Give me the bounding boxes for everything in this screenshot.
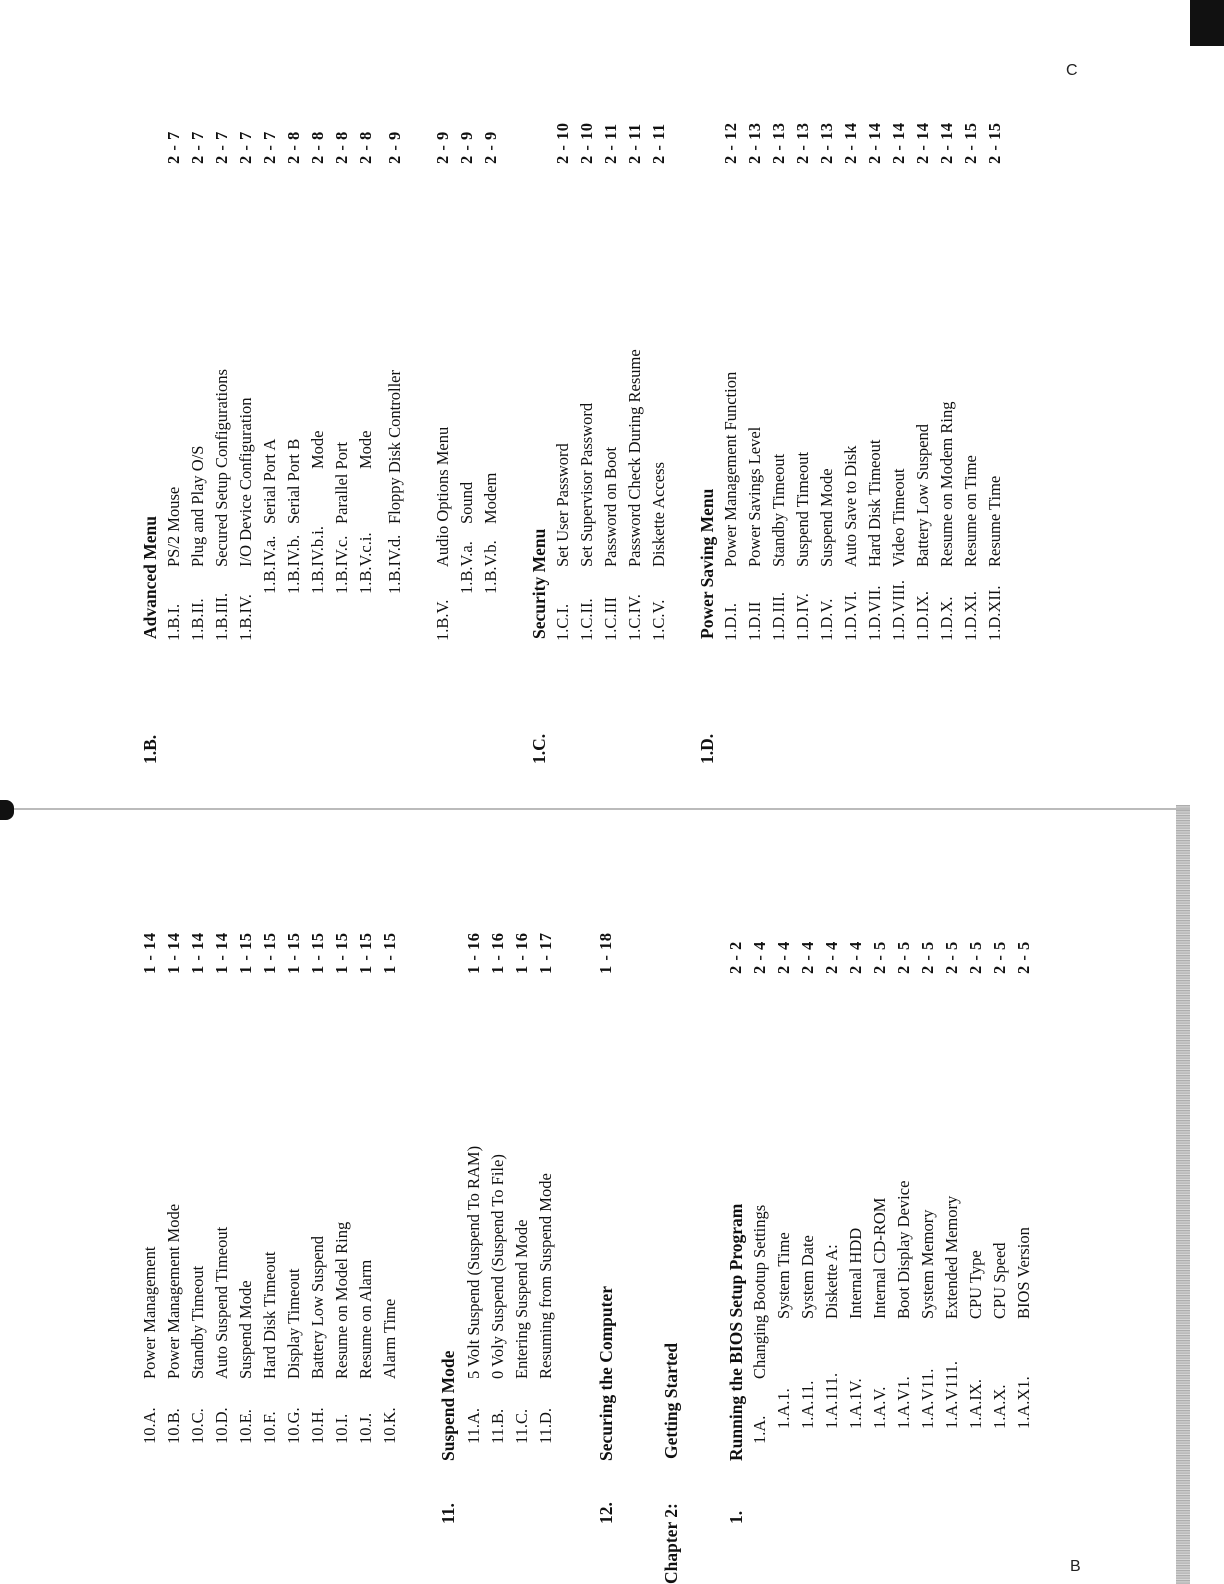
toc-entry-number: 12. [596,1502,616,1524]
toc-entry-page: 2 - 5 [917,941,937,974]
toc-entry-number: 1.B.III. [212,592,231,641]
toc-entry-number: Chapter 2: [660,1503,681,1584]
toc-entry-number: 1.B.V.a. [456,541,476,594]
toc-entry-label: Serial Port A [260,438,279,524]
toc-entry-label: Internal CD-ROM [869,1197,889,1319]
toc-entry-number: 1.A. [749,1415,769,1444]
toc-entry-page: 2 - 15 [984,122,1004,164]
toc-entry-label: Alarm Time [380,1298,399,1379]
toc-entry-label: Suspend Mode [816,468,836,567]
toc-entry-label: Mode [308,430,327,469]
toc-entry-page: 1 - 14 [188,932,207,974]
toc-entry-page: 2 - 13 [768,122,788,164]
toc-entry-label: Standby Timeout [768,453,788,567]
toc-entry-label: Power Management Function [720,371,740,567]
toc-entry-number: 1. [725,1510,746,1524]
toc-entry-label: Diskette A: [821,1244,841,1319]
toc-entry-number: 1.B.IV.b. [284,534,303,594]
toc-entry-label: Resume Time [984,475,1004,567]
toc-entry-label: Secured Setup Configurations [212,369,231,567]
toc-entry-number: 1.B.V. [432,599,452,641]
toc-entry-number: 1.A.V. [869,1386,889,1429]
toc-entry-number: 1.A.111. [821,1372,841,1429]
toc-entry-number: 1.C.V. [648,599,668,641]
toc-entry-page: 1 - 14 [140,932,159,974]
toc-entry-page: 2 - 9 [432,131,452,164]
toc-entry-number: 1.A.V111. [941,1361,961,1429]
toc-entry-page: 1 - 15 [356,932,375,974]
toc-entry-number: 11.D. [536,1407,555,1444]
toc-entry-label: Resuming from Suspend Mode [536,1173,555,1379]
toc-entry-label: Extended Memory [941,1195,961,1319]
toc-entry-number: 1.B.IV.c. [332,535,351,594]
toc-entry-number: 1.D.XI. [960,591,980,641]
toc-entry-label: Serial Port B [284,438,303,524]
toc-left-page [0,794,1224,1584]
toc-entry-page: 2 - 7 [212,131,231,164]
toc-entry-number: 1.B.IV.b.i. [308,526,327,594]
toc-entry-label: I/O Device Configuration [236,397,255,567]
toc-entry-page: 2 - 5 [941,941,961,974]
toc-entry-label: Password Check During Resume [624,349,644,567]
toc-entry-page: 2 - 4 [845,941,865,974]
toc-entry-number: 1.D.IV. [792,593,812,641]
toc-entry-page: 1 - 15 [308,932,327,974]
toc-entry-label: Battery Low Suspend [308,1236,327,1379]
toc-entry-label: Changing Bootup Settings [749,1204,769,1379]
toc-entry-label: Resume on Modem Ring [936,401,956,567]
toc-entry-label: Running the BIOS Setup Program [725,1203,746,1461]
toc-entry-page: 2 - 5 [893,941,913,974]
toc-entry-page: 2 - 7 [188,131,207,164]
toc-entry-number: 1.D.I. [720,602,740,641]
toc-entry-page: 2 - 10 [552,122,572,164]
toc-entry-label: Power Savings Level [744,426,764,567]
toc-entry-label: Hard Disk Timeout [260,1251,279,1379]
toc-entry-label: 0 Voly Suspend (Suspend To File) [488,1154,507,1379]
toc-entry-number: 1.B.IV. [236,594,255,641]
toc-entry-label: Resume on Alarm [356,1259,375,1379]
toc-entry-page: 2 - 14 [912,122,932,164]
toc-entry-number: 1.A.1V. [845,1378,865,1429]
toc-entry-page: 2 - 4 [797,941,817,974]
toc-entry-page: 2 - 8 [308,131,327,164]
toc-entry-page: 2 - 13 [816,122,836,164]
toc-entry-page: 2 - 9 [456,131,476,164]
toc-entry-number: 1.B.II. [188,598,207,641]
toc-entry-page: 1 - 16 [512,932,531,974]
toc-entry-page: 2 - 13 [792,122,812,164]
toc-entry-label: Modem [480,472,500,524]
toc-entry-number: 1.A.11. [797,1380,817,1429]
toc-entry-number: 1.D.VIII. [888,580,908,641]
toc-entry-page: 2 - 8 [356,131,375,164]
toc-entry-page: 2 - 2 [725,941,745,974]
toc-entry-label: Power Management Mode [164,1203,183,1379]
toc-entry-page: 2 - 8 [332,131,351,164]
toc-entry-number: 1.D.XII. [984,585,1004,641]
toc-entry-page: 2 - 4 [773,941,793,974]
toc-entry-label: Set Supervisor Password [576,402,596,567]
toc-entry-label: Standby Timeout [188,1265,207,1379]
toc-entry-number: 1.B.V.b. [480,540,500,594]
toc-entry-page: 2 - 7 [236,131,255,164]
toc-entry-number: 11.C. [512,1408,531,1444]
toc-entry-label: System Date [797,1235,817,1319]
toc-entry-number: 11.B. [488,1408,507,1444]
toc-entry-number: 1.D.V. [816,598,836,641]
toc-entry-number: 10.D. [212,1407,231,1444]
toc-entry-page: 1 - 17 [536,932,555,974]
toc-entry-page: 2 - 11 [624,123,644,164]
toc-entry-label: Internal HDD [845,1227,865,1319]
toc-entry-label: Plug and Play O/S [188,445,207,567]
toc-entry-page: 2 - 9 [384,131,404,164]
toc-entry-number: 1.B.I. [164,603,183,641]
toc-entry-page: 2 - 14 [888,122,908,164]
toc-entry-label: Hard Disk Timeout [864,439,884,567]
toc-entry-number: 11. [437,1503,458,1524]
toc-entry-label: Suspend Mode [236,1280,255,1379]
toc-entry-number: 1.A.X1. [1013,1376,1033,1429]
toc-entry-page: 2 - 9 [480,131,500,164]
toc-entry-page: 2 - 7 [164,131,183,164]
toc-entry-page: 2 - 11 [600,123,620,164]
toc-entry-label: Floppy Disk Controller [384,369,404,524]
toc-entry-number: 1.D.VII. [864,585,884,641]
toc-entry-page: 2 - 15 [960,122,980,164]
toc-entry-label: Set User Password [552,443,572,567]
toc-entry-number: 10.B. [164,1408,183,1444]
toc-entry-number: 1.D.VI. [840,591,860,641]
toc-entry-page: 1 - 15 [284,932,303,974]
toc-entry-number: 1.A.V1. [893,1376,913,1429]
toc-entry-label: Advanced Menu [140,516,160,639]
toc-entry-label: Audio Options Menu [432,426,452,567]
toc-entry-label: Suspend Mode [437,1350,458,1461]
toc-entry-number: 10.K. [380,1407,399,1444]
toc-entry-label: Power Saving Menu [696,488,717,639]
toc-entry-label: Auto Suspend Timeout [212,1226,231,1379]
toc-entry-label: CPU Type [965,1250,985,1319]
toc-entry-page: 2 - 7 [260,131,279,164]
toc-entry-number: 10.F. [260,1411,279,1444]
toc-entry-page: 2 - 14 [840,122,860,164]
corner-mark-c: C [1066,62,1078,79]
toc-entry-label: CPU Speed [989,1242,1009,1319]
toc-entry-page: 1 - 15 [332,932,351,974]
toc-entry-page: 2 - 8 [284,131,303,164]
toc-entry-number: 1.A.IX. [965,1379,985,1429]
toc-entry-number: 10.C. [188,1408,207,1444]
toc-entry-page: 1 - 15 [236,932,255,974]
toc-entry-page: 2 - 5 [965,941,985,974]
toc-entry-page: 2 - 5 [989,941,1009,974]
toc-entry-page: 1 - 18 [596,932,615,974]
toc-entry-number: 1.C. [528,733,549,764]
toc-entry-label: Securing the Computer [596,1286,616,1461]
toc-entry-number: 1.B.IV.a. [260,535,279,594]
toc-entry-label: Security Menu [528,528,549,639]
toc-entry-label: 5 Volt Suspend (Suspend To RAM) [464,1145,483,1379]
toc-entry-number: 11.A. [464,1407,483,1444]
toc-entry-label: Entering Suspend Mode [512,1219,531,1379]
toc-entry-number: 10.E. [236,1409,255,1444]
toc-entry-number: 1.B.IV.d. [384,534,404,594]
toc-entry-page: 1 - 16 [464,932,483,974]
toc-entry-label: PS/2 Mouse [164,486,183,567]
toc-entry-number: 1.C.II. [576,598,596,641]
toc-entry-page: 2 - 4 [821,941,841,974]
toc-entry-label: Resume on Time [960,455,980,567]
toc-entry-page: 2 - 5 [869,941,889,974]
toc-entry-number: 1.A.X. [989,1384,1009,1429]
toc-right-page [0,0,1224,784]
toc-entry-page: 2 - 13 [744,122,764,164]
toc-entry-page: 1 - 16 [488,932,507,974]
toc-entry-page: 2 - 5 [1013,941,1033,974]
toc-entry-label: Suspend Timeout [792,451,812,567]
toc-entry-label: Sound [456,481,476,524]
toc-entry-label: BIOS Version [1013,1227,1033,1319]
toc-entry-number: 10.H. [308,1407,327,1444]
toc-entry-number: 1.A.V11. [917,1368,937,1429]
toc-entry-label: Battery Low Suspend [912,424,932,567]
toc-entry-label: Resume on Model Ring [332,1221,351,1379]
toc-entry-page: 2 - 12 [720,122,740,164]
toc-entry-label: Auto Save to Disk [840,445,860,567]
toc-entry-label: Video Timeout [888,468,908,567]
toc-entry-number: 1.D.II [744,601,764,641]
corner-mark-b: B [1070,1558,1081,1575]
toc-entry-page: 1 - 14 [212,932,231,974]
toc-entry-label: Display Timeout [284,1268,303,1379]
toc-entry-label: Diskette Access [648,462,668,567]
toc-entry-number: 10.A. [140,1407,159,1444]
toc-entry-page: 2 - 4 [749,941,769,974]
toc-entry-number: 1.D.III. [768,591,788,641]
toc-entry-label: System Memory [917,1209,937,1319]
toc-entry-number: 1.D.X. [936,596,956,641]
toc-entry-label: Getting Started [660,1342,681,1459]
toc-entry-number: 1.D. [696,733,717,764]
toc-entry-label: Password on Boot [600,446,620,567]
toc-entry-label: Mode [356,430,375,469]
toc-entry-number: 1.C.III [600,597,620,641]
toc-entry-label: Boot Display Device [893,1180,913,1319]
toc-entry-label: System Time [773,1232,793,1319]
toc-entry-page: 1 - 14 [164,932,183,974]
toc-entry-page: 2 - 11 [648,123,668,164]
toc-entry-label: Parallel Port [332,441,351,524]
toc-entry-page: 2 - 14 [864,122,884,164]
toc-entry-number: 1.A.1. [773,1388,793,1429]
toc-entry-number: 1.C.I. [552,603,572,641]
toc-entry-page: 2 - 10 [576,122,596,164]
toc-entry-number: 1.D.IX. [912,591,932,641]
toc-entry-page: 1 - 15 [260,932,279,974]
toc-entry-number: 10.G. [284,1407,303,1444]
toc-entry-number: 10.I. [332,1413,351,1444]
toc-entry-number: 1.B.V.c.i. [356,532,375,594]
toc-entry-page: 2 - 14 [936,122,956,164]
toc-entry-number: 1.B. [140,734,160,764]
toc-entry-number: 10.J. [356,1412,375,1444]
toc-entry-number: 1.C.IV. [624,594,644,641]
toc-entry-label: Power Management [140,1246,159,1379]
toc-entry-page: 1 - 15 [380,932,399,974]
